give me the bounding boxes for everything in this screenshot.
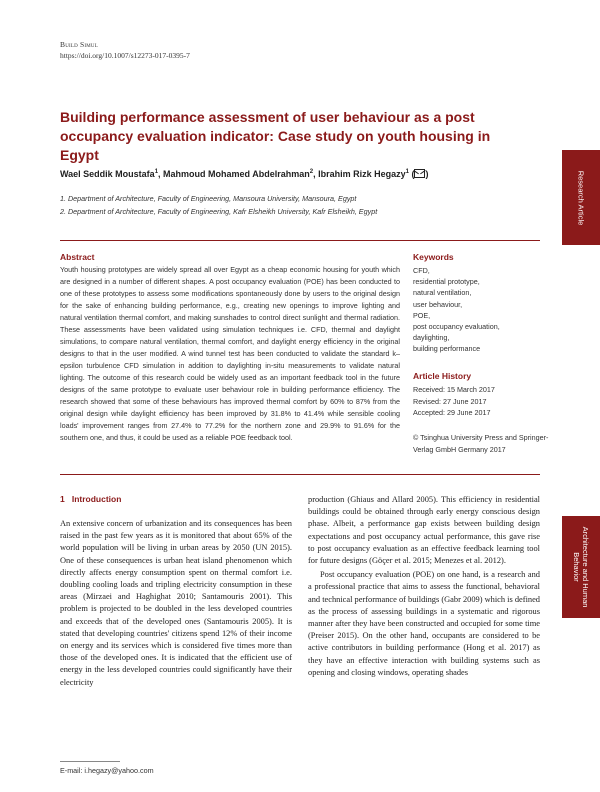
revised-date: Revised: 27 June 2017 <box>413 396 487 406</box>
mail-bracket: ) <box>425 169 429 179</box>
divider-bottom <box>60 474 540 475</box>
keyword-item: residential prototype, <box>413 277 480 287</box>
running-header <box>60 39 190 61</box>
copyright-notice: © Tsinghua University Press and Springer-Verlag GmbH Germany 2017 <box>413 433 549 454</box>
author-separator: , <box>158 169 164 179</box>
journal-name: Build Simul <box>60 40 98 49</box>
author-list <box>60 169 428 179</box>
divider-top <box>60 240 540 241</box>
body-paragraph: An extensive concern of urbanization and its consequences has been raised in the past few years as it is monitored that about 65% of the world population will be living in urban areas by 2050 (UN 2015). One of these consequences is urban heat island phenomenon which directly affects energy consumption spent on thermal comfort i.e. doubling cooling loads and tripling electricity consumption in these areas (Mirzaei and Haghighat 2010; Santamouris 2001). This problem is projected to be doubled in the less developed countries and exceeds that of the developed ones (Santamouris 2005). It is stated that developing countries' citizens spend 12% of their income on energy and its services which is considered five times more than those of the developed ones. It is indicated that the efficient use of energy in the less developed countries could significantly have their electricity <box>60 519 292 687</box>
section-heading-introduction <box>60 494 121 504</box>
author-affil-sup: 1 <box>154 169 159 175</box>
keyword-item: post occupancy evaluation, <box>413 322 500 332</box>
affiliation-item: 1. Department of Architecture, Faculty of Engineering, Mansoura University, Mansoura, Egypt <box>60 194 357 203</box>
keyword-item: daylighting, <box>413 333 450 343</box>
keyword-item: building performance <box>413 344 481 354</box>
side-tab-category <box>562 516 600 618</box>
affiliation-item: 2. Department of Architecture, Faculty of Engineering, Kafr Elsheikh University, Kafr Elsheikh, Egypt <box>60 207 378 216</box>
keyword-item: user behaviour, <box>413 299 463 309</box>
side-tab-label: Research Article <box>576 170 586 225</box>
keywords-heading: Keywords <box>413 252 454 262</box>
author-separator: , <box>313 169 319 179</box>
affiliations <box>60 192 377 218</box>
section-number: 1 <box>60 494 65 504</box>
author-name: Ibrahim Rizk Hegazy <box>318 169 406 179</box>
history-list <box>413 384 495 419</box>
keyword-item: natural ventilation, <box>413 288 472 298</box>
body-paragraph: Post occupancy evaluation (POE) on one hand, is a research and a professional practice that aims to assess the functional, behavioral and technical performance of buildings (Gabr 2009) which is defined as the process of assessing buildings in a systematic and rigorous manner after they have been constructed and occupied for some time (Preiser 2015). On the other hand, occupants are considered to be active contributors in building performance (Hong et al. 2017) as they have an effective interaction with building systems such as opening and closing windows, operating shades <box>308 570 540 677</box>
author-name: Mahmoud Mohamed Abdelrahman <box>163 169 310 179</box>
mail-bracket: ( <box>408 169 415 179</box>
author-affil-sup: 2 <box>309 169 314 175</box>
envelope-icon[interactable] <box>414 169 425 178</box>
received-date: Received: 15 March 2017 <box>413 385 495 394</box>
footnote-rule <box>60 761 120 762</box>
doi-link[interactable]: https://doi.org/10.1007/s12273-017-0395-7 <box>60 51 190 60</box>
body-column-right <box>308 494 540 679</box>
paper-title: Building performance assessment of user behaviour as a post occupancy evaluation indicator: Case study on youth housing in Egypt <box>60 109 491 163</box>
section-title: Introduction <box>71 494 122 504</box>
abstract-heading: Abstract <box>60 252 95 262</box>
keyword-item: POE, <box>413 310 431 320</box>
body-paragraph: production (Ghiaus and Allard 2005). This efficiency in residential buildings could be obtained through early energy conscious design phase. Albeit, a performance gap exists between building design expectations and post occupancy actual performance, this gave rise to post occupancy evaluation as an effective feedback learning tool for future designs (Göçer et al. 2015; Menezes et al. 2012). <box>308 495 540 566</box>
side-tab-label <box>572 527 590 608</box>
side-tab-research-article <box>562 150 600 245</box>
abstract-text: Youth housing prototypes are widely spread all over Egypt as a cheap economic housing for youth which are designed in a number of different shapes. A post occupancy evaluation (POE) has been conducted to one of these prototypes to assess some modifications spontaneously done by users to the original design for the sake of enhancing building performance, e.g., creating new openings to improve lighting and natural ventilation thermal comfort, and making sunshades to control direct sunlight and thermal radiation. These assessments have been validated using simulation techniques i.e. CFD, thermal and daylight simulations, to compare natural ventilation, thermal comfort, and daylight energy efficiency in the original designs to that in the user modified. A wind tunnel test has been conducted to validate the standard k–epsilon turbulence CFD simulation in addition to daylighting in-situ measurements to validate natural lighting. The outcome of this research could be widely used as an important feedback tool in the future designs of the same prototype to evaluate user behaviour role in building performance efficiency. The research showed that some of these behaviours has improved thermal comfort by 60% to 87% from the original design while daylight efficiency has been improved by 31.8% to 41.4% while sensible cooling loads' improvement ranges from 27.4% to 77.2% for the northern zone and 29.9% to 91.6% for the southern one, and thus, it could be used as a reliable POE feedback tool. <box>60 265 400 442</box>
body-column-left <box>60 518 292 689</box>
accepted-date: Accepted: 29 June 2017 <box>413 408 491 417</box>
footnote-email: E-mail: i.hegazy@yahoo.com <box>60 766 154 775</box>
author-affil-sup: 1 <box>405 169 409 175</box>
keyword-item: CFD, <box>413 266 430 275</box>
keywords-list <box>413 265 500 355</box>
history-heading: Article History <box>413 371 472 381</box>
side-tab-line: Architecture and Human <box>581 526 590 608</box>
side-tab-line: Behavior <box>572 552 581 582</box>
author-name: Wael Seddik Moustafa <box>60 169 155 179</box>
